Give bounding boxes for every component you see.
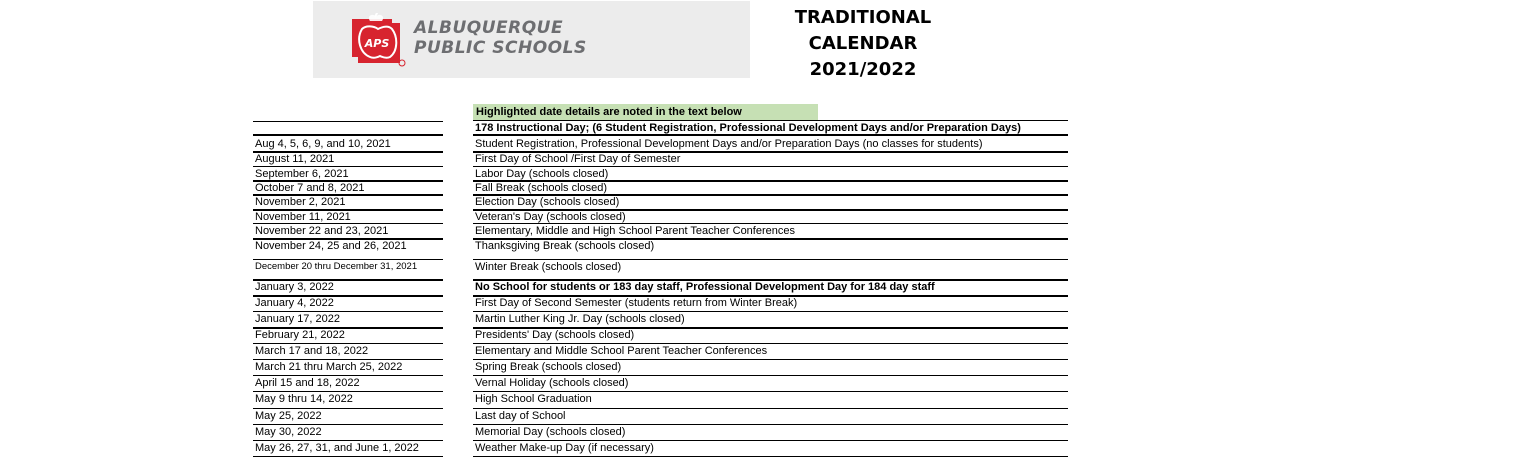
row-date: January 17, 2022 — [255, 313, 341, 325]
row-event: Vernal Holiday (schools closed) — [475, 377, 629, 389]
row-date: May 30, 2022 — [255, 426, 322, 438]
row-divider — [473, 456, 1068, 457]
row-event: Winter Break (schools closed) — [475, 261, 622, 273]
highlight-note: Highlighted date details are noted in the text below — [473, 104, 818, 120]
svg-text:APS: APS — [364, 37, 390, 50]
row-event: First Day of School /First Day of Semester — [475, 153, 681, 165]
page-title — [763, 5, 963, 83]
row-event: High School Graduation — [475, 393, 592, 405]
org-name-line2: PUBLIC SCHOOLS — [414, 38, 587, 58]
row-date: March 17 and 18, 2022 — [255, 345, 369, 357]
row-event: Spring Break (schools closed) — [475, 361, 622, 373]
row-date: May 9 thru 14, 2022 — [255, 393, 353, 405]
title-line3: 2021/2022 — [809, 59, 917, 80]
row-date: April 15 and 18, 2022 — [255, 377, 360, 389]
row-event: Fall Break (schools closed) — [475, 182, 608, 194]
row-date: February 21, 2022 — [255, 329, 345, 341]
row-date: May 26, 27, 31, and June 1, 2022 — [255, 442, 419, 454]
row-date: January 4, 2022 — [255, 297, 334, 309]
logo-banner — [313, 1, 750, 78]
row-date: December 20 thru December 31, 2021 — [255, 261, 418, 272]
row-event: Elementary and Middle School Parent Teacher Conferences — [475, 345, 768, 357]
row-date: March 21 thru March 25, 2022 — [255, 361, 403, 373]
row-event: Thanksgiving Break (schools closed) — [475, 240, 655, 252]
row-date: November 2, 2021 — [255, 196, 346, 208]
row-event: Martin Luther King Jr. Day (schools closed) — [475, 313, 685, 325]
summary-row: 178 Instructional Day; (6 Student Registration, Professional Development Days and/or Preparation Days) — [475, 122, 1021, 134]
title-line2: CALENDAR — [808, 33, 918, 54]
title-line1: TRADITIONAL — [794, 7, 932, 28]
row-event: Memorial Day (schools closed) — [475, 426, 626, 438]
row-date: May 25, 2022 — [255, 410, 322, 422]
row-date: September 6, 2021 — [255, 168, 349, 180]
row-date: November 22 and 23, 2021 — [255, 225, 389, 237]
org-name-line1: ALBUQUERQUE — [414, 18, 564, 38]
row-divider — [253, 121, 443, 122]
row-date: Aug 4, 5, 6, 9, and 10, 2021 — [255, 138, 391, 150]
row-event: Election Day (schools closed) — [475, 196, 620, 208]
row-divider — [253, 456, 443, 457]
row-date: August 11, 2021 — [255, 153, 335, 165]
row-event: Presidents' Day (schools closed) — [475, 329, 635, 341]
row-event: Weather Make-up Day (if necessary) — [475, 442, 654, 454]
row-date: January 3, 2022 — [255, 281, 334, 293]
row-date: November 11, 2021 — [255, 211, 351, 223]
row-event: No School for students or 183 day staff, Professional Development Day for 184 day staff — [475, 281, 935, 293]
row-event: Elementary, Middle and High School Parent Teacher Conferences — [475, 225, 795, 237]
row-date: October 7 and 8, 2021 — [255, 182, 365, 194]
row-event: Veteran's Day (schools closed) — [475, 211, 626, 223]
row-divider — [253, 134, 443, 136]
aps-apple-logo-icon — [348, 13, 406, 67]
org-name — [414, 18, 587, 58]
row-date: November 24, 25 and 26, 2021 — [255, 240, 407, 252]
row-event: First Day of Second Semester (students return from Winter Break) — [475, 297, 798, 309]
row-event: Labor Day (schools closed) — [475, 168, 609, 180]
row-event: Last day of School — [475, 410, 566, 422]
row-event: Student Registration, Professional Development Days and/or Preparation Days (no classes for students) — [475, 138, 983, 150]
